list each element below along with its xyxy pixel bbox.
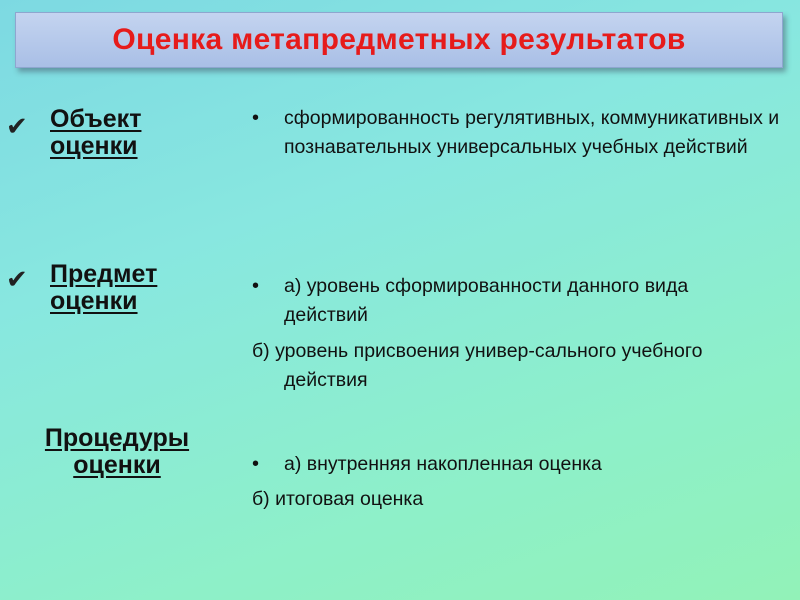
bullet-icon: • [252,107,260,129]
term-object-line1: Объект [50,105,142,133]
list-item [252,104,792,162]
slide-title: Оценка метапредметных результатов [112,23,686,56]
checkmark-icon: ✔ [6,111,28,141]
term-object [50,106,141,160]
list-item-text: а) уровень сформированности данного вида действий [284,275,689,326]
list-item-text: б) итоговая оценка [252,488,424,510]
list-item [252,272,722,330]
term-subject-line2: оценки [50,287,138,315]
list-item [252,450,792,479]
term-subject [50,261,157,315]
term-object-line2: оценки [50,132,138,160]
list-item-plain [252,485,792,514]
bullet-icon: • [252,453,260,475]
list-item-text: а) внутренняя накопленная оценка [284,453,602,475]
term-procedures [22,425,212,479]
desc-subject [252,272,722,395]
list-item-text: сформированность регулятивных, коммуникативных и познавательных универсальных учебных действий [284,107,780,158]
checkmark-icon: ✔ [6,264,28,294]
list-item-text: б) уровень присвоения универ-сального учебного действия [252,340,703,391]
bullet-icon: • [252,275,260,297]
list-item-plain [252,337,722,395]
term-subject-line1: Предмет [50,260,158,288]
term-procedures-line1: Процедуры [44,424,190,452]
desc-object [252,104,792,162]
term-procedures-line2: оценки [73,451,161,479]
desc-procedures [252,450,792,514]
title-banner [15,12,783,68]
